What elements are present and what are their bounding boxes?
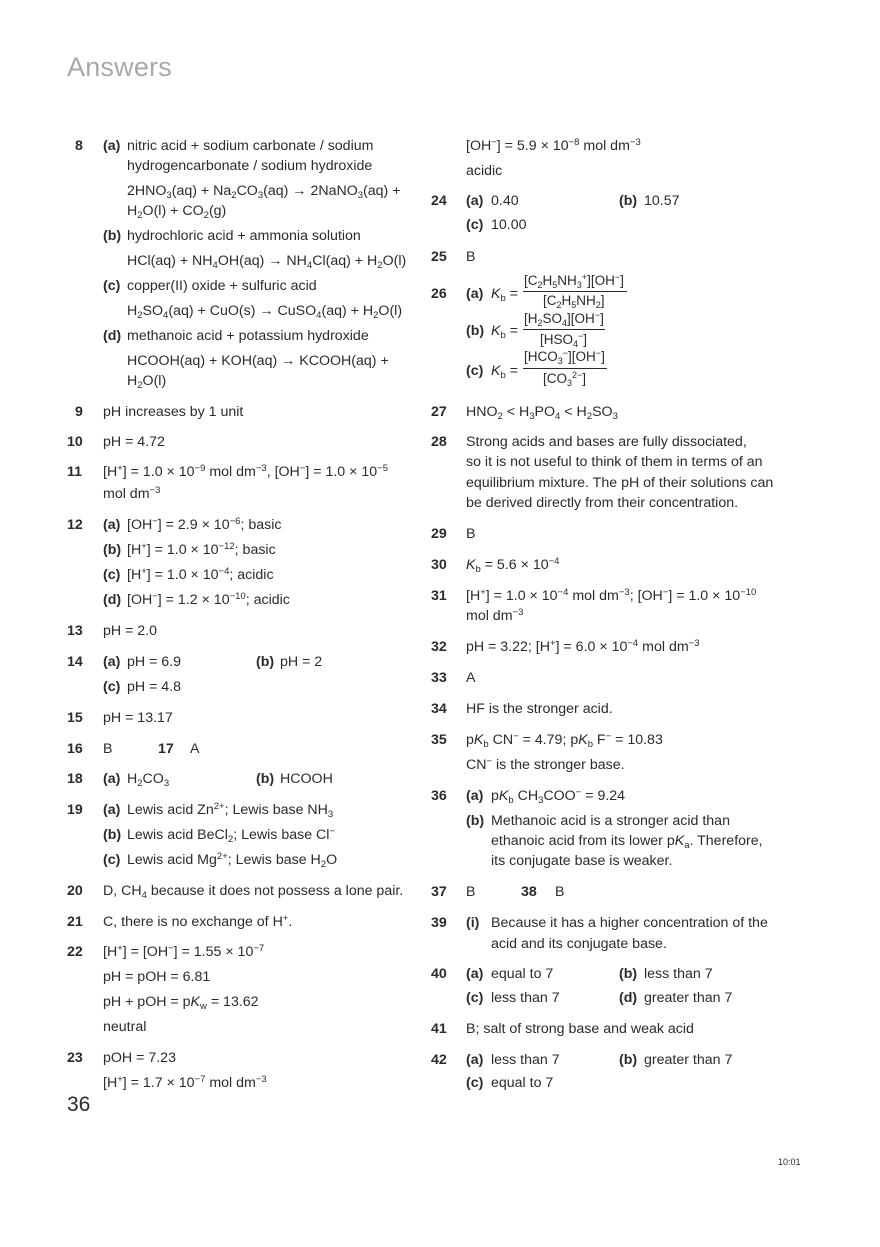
fraction-bar	[523, 329, 605, 330]
answer-text: $[H^+] = [OH^-] = 1.55 \times 10^{-7}$	[103, 943, 265, 960]
answer-text: pH = 6.9	[127, 654, 182, 670]
question-number: 36	[431, 788, 447, 804]
page-number: 36	[67, 1093, 91, 1116]
part-label: (a)	[466, 1052, 484, 1068]
answer-text: $HNO_2 < H_3PO_4 < H_2SO_3$	[466, 404, 618, 422]
question-number: 11	[67, 464, 82, 480]
answer-text: greater than 7	[644, 990, 733, 1006]
question-number: 15	[67, 710, 83, 726]
question-number: 12	[67, 517, 83, 533]
answer-text: $[H^+] = 1.0 \times 10^{-4}$ mol $dm^{-3}$; $[OH^-] = 1.0 \times 10^{-10}$	[466, 587, 757, 604]
answer-text: pH = 4.8	[127, 679, 182, 695]
part-label: (c)	[466, 1075, 484, 1091]
part-label: (c)	[103, 278, 121, 294]
question-number: 38	[521, 884, 537, 900]
question-number: 42	[431, 1052, 447, 1068]
part-label: (b)	[103, 542, 122, 558]
answer-text: pH = 2.0	[103, 623, 158, 639]
question-number: 22	[67, 944, 83, 960]
question-number: 27	[431, 404, 447, 420]
question-number: 41	[431, 1021, 447, 1037]
question-number: 17	[158, 741, 174, 757]
part-label: (b)	[466, 813, 485, 829]
answer-text: 10.57	[644, 193, 680, 209]
answer-text: be derived directly from their concentration.	[466, 495, 739, 511]
answer-text: $[OH^-] = 5.9 \times 10^{-8}$ mol $dm^{-3}$	[466, 137, 641, 154]
part-label: (b)	[619, 1052, 638, 1068]
answer-text: 10.00	[491, 217, 527, 233]
part-label: (d)	[103, 592, 122, 608]
answer-text: B	[466, 249, 476, 265]
part-label: (b)	[619, 966, 638, 982]
answer-text: C, there is no exchange of H+.	[103, 913, 293, 930]
answer-text: A	[466, 670, 476, 686]
answer-text: $pK_b$ $CH_3COO^- = 9.24$	[491, 787, 626, 806]
part-label: (c)	[103, 679, 121, 695]
question-number: 21	[67, 914, 83, 930]
part-label: (b)	[256, 654, 275, 670]
answer-text: less than 7	[491, 990, 560, 1006]
part-label: (b)	[103, 827, 122, 843]
part-label: (a)	[103, 517, 121, 533]
footer-code: 10:01	[778, 1157, 801, 1167]
part-label: (b)	[619, 193, 638, 209]
question-number: 33	[431, 670, 447, 686]
part-label: (a)	[466, 193, 484, 209]
answer-text: less than 7	[491, 1052, 560, 1068]
part-label: (d)	[103, 328, 122, 344]
answer-text: pH increases by 1 unit	[103, 404, 244, 420]
answer-text: $pK_b$ CN− = 4.79; $pK_b$ F− = 10.83	[466, 731, 663, 750]
answer-text: pH = 3.22; $[H^+] = 6.0 \times 10^{-4}$ mol $dm^{-3}$	[466, 638, 700, 655]
answer-text: $[OH^-] = 1.2 \times 10^{-10}$; acidic	[127, 591, 290, 608]
page-title: Answers	[67, 52, 172, 82]
answer-text: equal to 7	[491, 966, 554, 982]
question-number: 29	[431, 526, 447, 542]
equation: $H_2SO_4(aq) + CuO(s)$ → CuSO$_4$(aq) + $H_2O(l)$	[127, 303, 403, 321]
answer-text: mol $dm^{-3}$	[103, 485, 161, 502]
answer-text: $H_2CO_3$	[127, 771, 170, 789]
answer-text: its conjugate base is weaker.	[491, 853, 673, 869]
part-label: (d)	[619, 990, 638, 1006]
question-number: 30	[431, 557, 447, 573]
fraction-denominator: $[HSO_4^-]$	[540, 331, 588, 349]
answer-text: B; salt of strong base and weak acid	[466, 1021, 694, 1037]
fraction-numerator: $[C_2H_5NH_3^+][OH^-]$	[524, 272, 624, 290]
part-label: (b)	[103, 228, 122, 244]
equation: $H_2O(l) + CO_2(g)$	[127, 203, 227, 221]
fraction-numerator: $[HCO_3^-][OH^-]$	[524, 348, 605, 366]
question-number: 18	[67, 771, 83, 787]
answer-text: less than 7	[644, 966, 713, 982]
answer-text: $K_b = 5.6 \times 10^{-4}$	[466, 556, 560, 575]
answer-text: pOH = 7.23	[103, 1050, 176, 1066]
answer-text: pH + pOH = $pK_w = 13.62$	[103, 994, 259, 1012]
fraction-denominator: $[CO_3^{2-}]$	[543, 370, 587, 388]
answer-text: pH = 4.72	[103, 434, 165, 450]
answer-text: $[H^+] = 1.0 \times 10^{-4}$; acidic	[127, 566, 274, 583]
answer-text: so it is not useful to think of them in terms of an	[466, 454, 763, 470]
part-label: (c)	[103, 852, 121, 868]
part-label: (b)	[466, 323, 485, 339]
part-label: (a)	[103, 802, 121, 818]
question-number: 26	[431, 286, 447, 302]
answer-text: hydrochloric acid + ammonia solution	[127, 228, 361, 244]
answer-text: acidic	[466, 163, 503, 179]
answer-text: HCOOH	[280, 771, 333, 787]
fraction-bar	[523, 291, 627, 292]
answer-text: Lewis acid $Mg^{2+}$; Lewis base $H_2O$	[127, 851, 338, 870]
equation: HCOOH(aq) + KOH(aq) → KCOOH(aq) +	[127, 353, 389, 369]
answer-text: Lewis acid $Zn^{2+}$; Lewis base $NH_3$	[127, 801, 334, 820]
question-number: 34	[431, 701, 447, 717]
answer-text: neutral	[103, 1019, 147, 1035]
answer-text: B	[466, 884, 476, 900]
part-label: (a)	[103, 654, 121, 670]
part-label: (i)	[466, 915, 480, 931]
answer-text: copper(II) oxide + sulfuric acid	[127, 278, 317, 294]
question-number: 16	[67, 741, 83, 757]
answer-text: $[H^+] = 1.0 \times 10^{-12}$; basic	[127, 541, 276, 558]
question-number: 39	[431, 915, 447, 931]
part-label: (a)	[466, 286, 484, 302]
part-label: (c)	[466, 363, 484, 379]
question-number: 24	[431, 193, 447, 209]
answer-text: Methanoic acid is a stronger acid than	[491, 813, 730, 829]
answer-text: nitric acid + sodium carbonate / sodium	[127, 138, 374, 154]
answer-text: greater than 7	[644, 1052, 733, 1068]
answer-text: pH = pOH = 6.81	[103, 969, 211, 985]
answer-text: equal to 7	[491, 1075, 554, 1091]
question-number: 32	[431, 639, 447, 655]
answer-text: D, $CH_4$ because it does not possess a lone pair.	[103, 883, 404, 901]
part-label: (c)	[466, 217, 484, 233]
part-label: (c)	[466, 990, 484, 1006]
part-label: (a)	[103, 138, 121, 154]
answer-text: B	[466, 526, 476, 542]
equation: $HCl(aq) + NH_4OH(aq) \to NH_4Cl(aq) + H_2O(l)$	[127, 253, 407, 271]
question-number: 10	[67, 434, 83, 450]
question-number: 20	[67, 883, 83, 899]
answer-text: Strong acids and bases are fully dissociated,	[466, 434, 747, 450]
answer-text: $[H^+] = 1.7 \times 10^{-7}$ mol $dm^{-3}$	[103, 1074, 267, 1091]
answer-text: hydrogencarbonate / sodium hydroxide	[127, 158, 373, 174]
question-number: 19	[67, 802, 83, 818]
answer-text: B	[555, 884, 565, 900]
part-label: (b)	[256, 771, 275, 787]
answer-text: A	[190, 741, 200, 757]
answer-text: equilibrium mixture. The pH of their solutions can	[466, 475, 774, 491]
fraction-numerator: $[H_2SO_4][OH^-]$	[524, 310, 604, 328]
answer-text: HF is the stronger acid.	[466, 701, 613, 717]
question-number: 37	[431, 884, 447, 900]
answer-text: B	[103, 741, 113, 757]
part-label: (a)	[466, 966, 484, 982]
answer-text: acid and its conjugate base.	[491, 936, 667, 952]
question-number: 13	[67, 623, 83, 639]
equation: $H_2O(l)$	[127, 373, 167, 391]
answer-text: methanoic acid + potassium hydroxide	[127, 328, 369, 344]
equation: $K_b$ =	[491, 363, 518, 381]
answer-text: 0.40	[491, 193, 519, 209]
question-number: 14	[67, 654, 83, 670]
answer-text: $[H^+] = 1.0 \times 10^{-9}$ mol $dm^{-3}$, $[OH^-] = 1.0 \times 10^{-5}$	[103, 463, 388, 480]
answer-text: pH = 2	[280, 654, 323, 670]
question-number: 40	[431, 966, 447, 982]
question-number: 9	[75, 404, 83, 420]
answer-text: mol $dm^{-3}$	[466, 607, 524, 624]
question-number: 35	[431, 732, 447, 748]
part-label: (a)	[103, 771, 121, 787]
question-number: 8	[75, 138, 83, 154]
equation: $K_b$ =	[491, 323, 518, 341]
part-label: (a)	[466, 788, 484, 804]
question-number: 25	[431, 249, 447, 265]
answer-text: Lewis acid BeCl$_2$; Lewis base Cl−	[127, 826, 335, 845]
answer-text: CN− is the stronger base.	[466, 756, 625, 773]
answer-text: Because it has a higher concentration of the	[491, 915, 768, 931]
answer-text: pH = 13.17	[103, 710, 173, 726]
part-label: (c)	[103, 567, 121, 583]
answer-text: $[OH^-] = 2.9 \times 10^{-6}$; basic	[127, 516, 282, 533]
answer-text: ethanoic acid from its lower $pK_a$. Therefore,	[491, 833, 763, 851]
fraction-bar	[523, 368, 607, 369]
question-number: 31	[431, 588, 447, 604]
equation: $K_b$ =	[491, 286, 518, 304]
equation: $2HNO_3(aq) + Na_2CO_3(aq)$ → 2NaNO$_3$(aq) +	[127, 183, 401, 201]
fraction-denominator: $[C_2H_5NH_2]$	[543, 293, 605, 310]
question-number: 23	[67, 1050, 83, 1066]
question-number: 28	[431, 434, 447, 450]
